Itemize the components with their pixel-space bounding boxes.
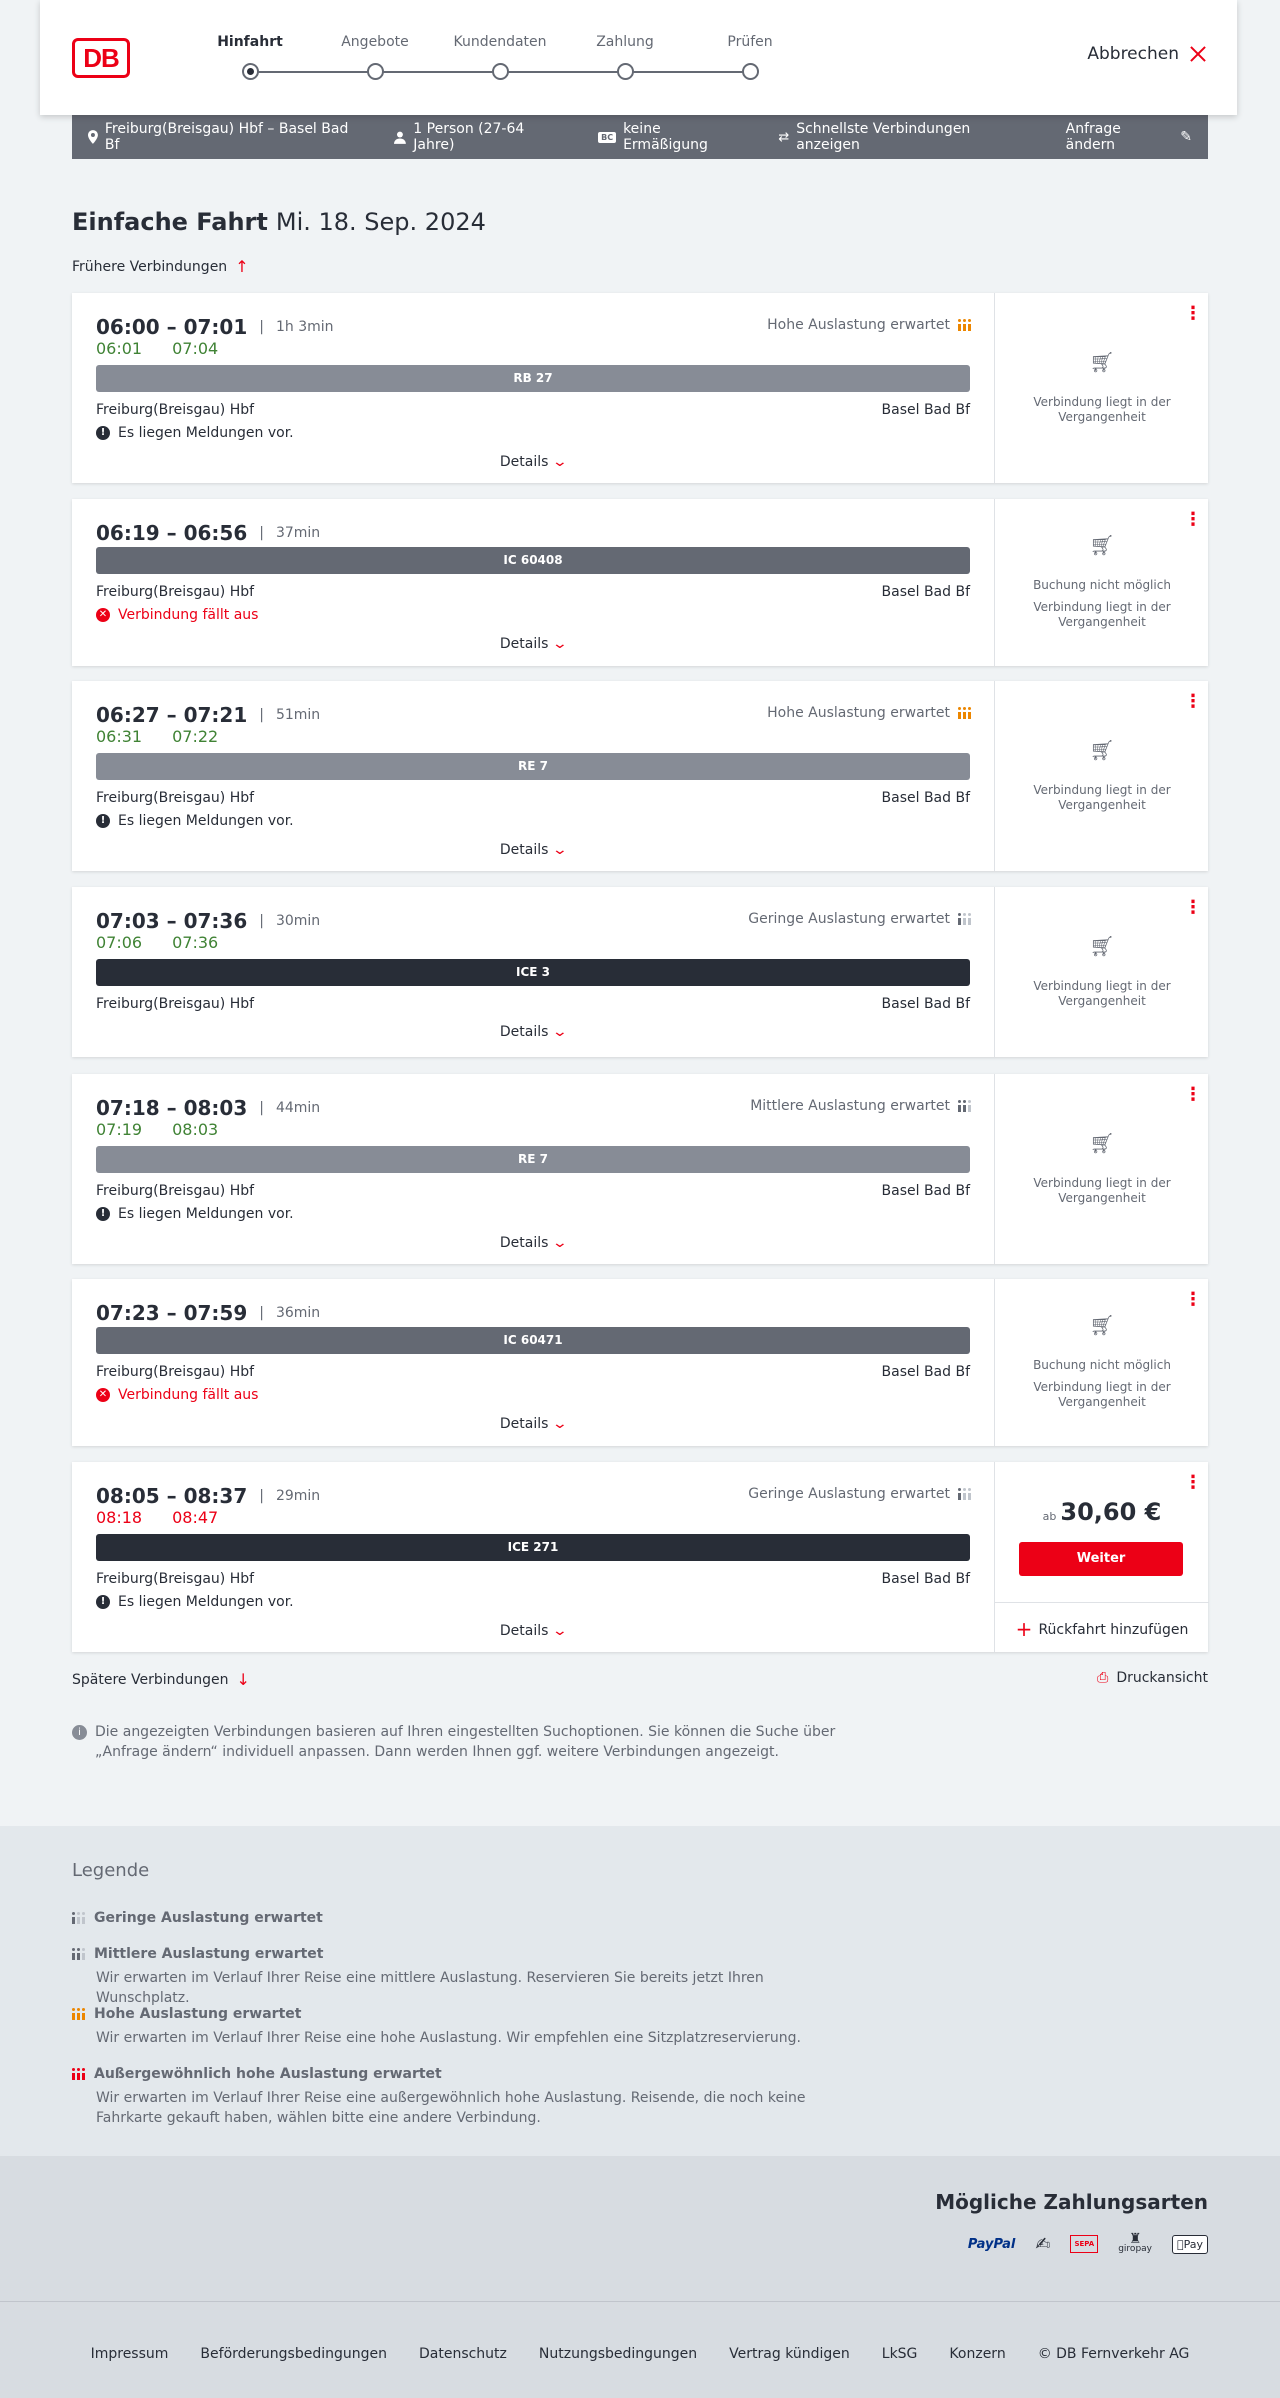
step-dot-icon: [492, 63, 509, 80]
more-options-icon[interactable]: ⋮: [1184, 1289, 1202, 1310]
step-pruefen[interactable]: [700, 30, 800, 80]
past-connection-text: Verbindung liegt in der Vergangenheit: [1033, 395, 1171, 424]
more-options-icon[interactable]: ⋮: [1184, 303, 1202, 324]
cancellation-text: Verbindung fällt aus: [118, 1387, 259, 1403]
connection-times: [96, 703, 320, 727]
earlier-label: Frühere Verbindungen: [72, 258, 228, 275]
occupancy-text: Hohe Auslastung erwartet: [767, 705, 950, 721]
bahncard-icon: BC: [598, 132, 616, 143]
connection-times: [96, 1096, 320, 1120]
more-options-icon[interactable]: ⋮: [1184, 1472, 1202, 1493]
legend-item-title: Hohe Auslastung erwartet: [94, 2006, 302, 2022]
connection-card: [72, 1279, 1208, 1446]
train-bar[interactable]: RE 7: [96, 1146, 970, 1173]
legend-item-low: [72, 1910, 852, 1926]
footer-link-datenschutz[interactable]: Datenschutz: [418, 2346, 507, 2362]
booking-unavailable-text: Buchung nicht möglich: [1033, 577, 1171, 592]
cart-unavailable-icon: 🛒︎: [1089, 934, 1115, 958]
legend-title: Legende: [72, 1860, 150, 1881]
db-logo[interactable]: DB: [72, 38, 130, 78]
connection-times: [96, 521, 320, 545]
cancel-icon: ✕: [96, 1388, 110, 1402]
duration: | 36min: [259, 1305, 320, 1321]
details-toggle[interactable]: [72, 1416, 994, 1432]
step-label: Kundendaten: [453, 34, 547, 50]
arrival-station: Basel Bad Bf: [881, 1571, 970, 1587]
arrival-station: Basel Bad Bf: [881, 402, 970, 418]
arrival-station: Basel Bad Bf: [881, 584, 970, 600]
giropay-label: giropay: [1118, 2244, 1152, 2254]
close-icon: [1189, 45, 1207, 63]
later-label: Spätere Verbindungen: [72, 1671, 229, 1688]
pencil-icon: ✎: [1180, 129, 1192, 145]
connection-times: [96, 909, 320, 933]
connection-times: [96, 1484, 320, 1508]
details-label: Details: [499, 636, 549, 652]
booking-steps: [210, 30, 773, 90]
realtime-departure: 07:19: [96, 1120, 143, 1139]
details-label: Details: [499, 1235, 549, 1251]
footer-link-konzern[interactable]: Konzern: [949, 2346, 1006, 2362]
booking-panel: [994, 681, 1208, 871]
departure-station: Freiburg(Breisgau) Hbf: [96, 584, 255, 600]
message-text: Es liegen Meldungen vor.: [118, 1594, 294, 1610]
message-text: Es liegen Meldungen vor.: [118, 1206, 294, 1222]
realtime-departure: 07:06: [96, 933, 143, 952]
info-text: Die angezeigten Verbindungen basieren auf Ihren eingestellten Suchoptionen. Sie können die Suche über „Anfrage ändern“ individuell anpassen. Dann werden Ihnen ggf. weitere Verbindungen angezeigt.: [95, 1724, 836, 1760]
step-label: Zahlung: [596, 34, 654, 50]
paypal-icon: PayPal: [967, 2236, 1016, 2252]
payment-title: Mögliche Zahlungsarten: [935, 2190, 1208, 2214]
details-label: Details: [499, 842, 549, 858]
connection-card: [72, 887, 1208, 1057]
more-options-icon[interactable]: ⋮: [1184, 509, 1202, 530]
price: [995, 1498, 1209, 1526]
trip-date: Mi. 18. Sep. 2024: [275, 208, 486, 236]
chevron-down-icon: ⌄: [552, 1416, 569, 1432]
earlier-connections-link[interactable]: [72, 257, 249, 276]
step-dot-icon: [367, 63, 384, 80]
past-connection-text: Verbindung liegt in der Vergangenheit: [1033, 599, 1171, 629]
departure-station: Freiburg(Breisgau) Hbf: [96, 1364, 255, 1380]
footer-link-lksg[interactable]: LkSG: [881, 2346, 918, 2362]
footer-link-impressum[interactable]: Impressum: [90, 2346, 169, 2362]
cancellation-notice: [96, 607, 258, 623]
occupancy-icon: [958, 319, 972, 331]
message-text: Es liegen Meldungen vor.: [118, 425, 294, 441]
passenger-summary: [394, 121, 568, 153]
occupancy-indicator: [767, 705, 972, 721]
credit-card-icon: ✍: [1035, 2233, 1051, 2255]
occupancy-icon: [958, 707, 972, 719]
legend-item-title: Mittlere Auslastung erwartet: [94, 1946, 324, 1962]
departure-station: Freiburg(Breisgau) Hbf: [96, 1571, 255, 1587]
step-label: Prüfen: [727, 34, 773, 50]
discount-summary: [598, 121, 748, 153]
realtime-times: [96, 1120, 218, 1139]
train-bar[interactable]: IC 60471: [96, 1327, 970, 1354]
train-bar[interactable]: RB 27: [96, 365, 970, 392]
giropay-icon: [1118, 2232, 1152, 2256]
occupancy-indicator: [750, 1098, 972, 1114]
cancellation-text: Verbindung fällt aus: [118, 607, 259, 623]
realtime-times: [96, 933, 218, 952]
more-options-icon[interactable]: ⋮: [1184, 897, 1202, 918]
legend-item-text: Wir erwarten im Verlauf Ihrer Reise eine außergewöhnlich hohe Auslastung. Reisende, die noch keine Fahrkarte gekauft haben, wählen bitte eine andere Verbindung.: [96, 2090, 806, 2126]
payment-icons: [968, 2232, 1208, 2256]
booking-panel: [994, 1462, 1208, 1652]
info-icon: i: [72, 1725, 87, 1740]
applepay-icon: [1172, 2232, 1208, 2256]
realtime-arrival: 07:36: [172, 933, 219, 952]
arrival-station: Basel Bad Bf: [881, 1364, 970, 1380]
alert-icon: !: [96, 814, 110, 828]
step-dot-icon: [617, 63, 634, 80]
edit-search-label: Anfrage ändern: [1065, 121, 1121, 153]
print-view-link[interactable]: [1097, 1670, 1208, 1686]
occupancy-icon: [958, 1488, 972, 1500]
cancellation-notice: [96, 1387, 258, 1403]
details-label: Details: [499, 454, 549, 470]
price-value: 30,60 €: [1060, 1498, 1162, 1526]
message-notice[interactable]: [96, 813, 294, 829]
cancel-label: Abbrechen: [1087, 44, 1179, 64]
return-trip-label: Rückfahrt hinzufügen: [1038, 1622, 1189, 1638]
legend-item-title: Außergewöhnlich hohe Auslastung erwartet: [94, 2066, 442, 2082]
duration: | 37min: [259, 525, 320, 541]
low-load-icon: [72, 1912, 86, 1924]
giropay-glyph-icon: ♜: [1128, 2231, 1142, 2247]
connection-card: [72, 681, 1208, 871]
departure-station: Freiburg(Breisgau) Hbf: [96, 1183, 255, 1199]
realtime-arrival: 07:04: [172, 339, 219, 358]
cart-unavailable-icon: 🛒︎: [1089, 1312, 1115, 1337]
discount-text: keine Ermäßigung: [623, 121, 708, 153]
booking-panel: [994, 1074, 1208, 1264]
search-option-text: Schnellste Verbindungen anzeigen: [796, 121, 971, 153]
cart-unavailable-icon: 🛒︎: [1089, 532, 1115, 557]
occupancy-icon: [958, 1100, 972, 1112]
booking-panel: [994, 293, 1208, 483]
alert-icon: !: [96, 426, 110, 440]
print-label: Druckansicht: [1116, 1670, 1208, 1686]
search-summary-bar: [72, 115, 1208, 159]
applepay-label: Pay: [1183, 2237, 1203, 2251]
occupancy-indicator: [748, 911, 972, 927]
departure-station: Freiburg(Breisgau) Hbf: [96, 402, 255, 418]
chevron-down-icon: ⌄: [552, 1623, 569, 1639]
cancel-icon: ✕: [96, 608, 110, 622]
details-label: Details: [499, 1416, 549, 1432]
connection-card: [72, 1462, 1208, 1652]
occupancy-indicator: [767, 317, 972, 333]
chevron-down-icon: ⌄: [552, 636, 569, 652]
arrival-station: Basel Bad Bf: [881, 790, 970, 806]
footer: [0, 2301, 1280, 2398]
message-notice[interactable]: [96, 1206, 294, 1222]
chevron-down-icon: ⌄: [552, 454, 569, 470]
step-kundendaten[interactable]: [450, 30, 550, 80]
connection-main[interactable]: [72, 1279, 994, 1446]
occupancy-text: Mittlere Auslastung erwartet: [750, 1098, 950, 1114]
continue-button[interactable]: Weiter: [1019, 1542, 1183, 1576]
connection-times: [96, 315, 334, 339]
realtime-arrival: 08:03: [172, 1120, 219, 1139]
train-bar[interactable]: ICE 3: [96, 959, 970, 986]
duration: | 51min: [259, 707, 320, 723]
planned-times: 07:18 – 08:03: [96, 1096, 248, 1120]
chevron-down-icon: ⌄: [552, 1024, 569, 1040]
price-prefix: ab: [1042, 1510, 1057, 1523]
search-info-note: [72, 1722, 842, 1762]
alert-icon: !: [96, 1207, 110, 1221]
step-label: Hinfahrt: [217, 34, 283, 50]
connection-main[interactable]: [72, 887, 994, 1057]
realtime-departure: 08:18: [96, 1508, 143, 1527]
details-label: Details: [499, 1623, 549, 1639]
booking-panel: [994, 1279, 1208, 1446]
realtime-times: [96, 1508, 218, 1527]
route-summary: [88, 121, 364, 153]
realtime-times: [96, 339, 218, 358]
occupancy-text: Hohe Auslastung erwartet: [767, 317, 950, 333]
message-text: Es liegen Meldungen vor.: [118, 813, 294, 829]
duration: | 44min: [259, 1100, 320, 1116]
cart-unavailable-icon: 🛒︎: [1089, 1131, 1115, 1155]
alert-icon: !: [96, 1595, 110, 1609]
details-toggle[interactable]: [72, 454, 994, 470]
footer-link-nutzungsbedingungen[interactable]: Nutzungsbedingungen: [538, 2346, 698, 2362]
occupancy-text: Geringe Auslastung erwartet: [748, 911, 950, 927]
high-load-icon: [72, 2008, 86, 2020]
extreme-load-icon: [72, 2068, 86, 2080]
train-bar[interactable]: IC 60408: [96, 547, 970, 574]
step-dot-icon: [242, 63, 259, 80]
departure-station: Freiburg(Breisgau) Hbf: [96, 996, 255, 1012]
edit-search-button[interactable]: [1066, 121, 1192, 153]
step-dot-icon: [742, 63, 759, 80]
footer-link-befoerderungsbedingungen[interactable]: Beförderungsbedingungen: [200, 2346, 387, 2362]
person-icon: [394, 131, 406, 144]
more-options-icon[interactable]: ⋮: [1184, 691, 1202, 712]
train-bar[interactable]: ICE 271: [96, 1534, 970, 1561]
swap-arrows-icon: ⇄: [778, 129, 790, 145]
planned-times: 07:23 – 07:59: [96, 1301, 248, 1325]
step-hinfahrt[interactable]: [200, 30, 300, 80]
location-pin-icon: [88, 130, 98, 144]
occupancy-text: Geringe Auslastung erwartet: [748, 1486, 950, 1502]
details-toggle[interactable]: [72, 1024, 994, 1040]
cancel-button[interactable]: [1087, 44, 1207, 64]
step-label: Angebote: [341, 34, 409, 50]
step-zahlung[interactable]: [575, 30, 675, 80]
connection-main[interactable]: [72, 499, 994, 666]
legend-section: [0, 1826, 1280, 2156]
realtime-times: [96, 727, 218, 746]
duration: | 30min: [259, 913, 320, 929]
train-bar[interactable]: RE 7: [96, 753, 970, 780]
payment-methods-section: [0, 2156, 1280, 2301]
plus-icon: +: [1015, 1617, 1033, 1641]
legend-item-text: Wir erwarten im Verlauf Ihrer Reise eine mittlere Auslastung. Reservieren Sie bereits jetzt Ihren Wunschplatz.: [96, 1970, 764, 2006]
trip-type: Einfache Fahrt: [72, 208, 268, 236]
past-connection-text: Verbindung liegt in der Vergangenheit: [1033, 783, 1171, 812]
connection-card: [72, 1074, 1208, 1264]
details-toggle[interactable]: [72, 636, 994, 652]
details-toggle[interactable]: [72, 1235, 994, 1251]
footer-link-vertrag-kuendigen[interactable]: Vertrag kündigen: [729, 2346, 850, 2362]
details-toggle[interactable]: [72, 842, 994, 858]
connection-main[interactable]: [72, 1462, 994, 1652]
realtime-departure: 06:01: [96, 339, 143, 358]
arrival-station: Basel Bad Bf: [881, 1183, 970, 1199]
past-connection-text: Verbindung liegt in der Vergangenheit: [1033, 979, 1171, 1008]
legend-item-medium: [72, 1946, 852, 2008]
chevron-down-icon: ⌄: [552, 842, 569, 858]
occupancy-indicator: [748, 1486, 972, 1502]
message-notice[interactable]: [96, 1594, 294, 1610]
step-angebote[interactable]: [325, 30, 425, 80]
arrival-station: Basel Bad Bf: [881, 996, 970, 1012]
booking-unavailable-text: Buchung nicht möglich: [1033, 1357, 1171, 1372]
legend-item-title: Geringe Auslastung erwartet: [94, 1910, 323, 1926]
connection-main[interactable]: [72, 293, 994, 483]
footer-links: [0, 2346, 1280, 2362]
page-title: [72, 208, 486, 236]
planned-times: 06:19 – 06:56: [96, 521, 248, 545]
connection-card: [72, 499, 1208, 666]
connection-card: [72, 293, 1208, 483]
duration: | 29min: [259, 1488, 320, 1504]
add-return-trip-button[interactable]: [995, 1602, 1209, 1641]
message-notice[interactable]: [96, 425, 294, 441]
realtime-arrival: 07:22: [172, 727, 219, 746]
planned-times: 07:03 – 07:36: [96, 909, 248, 933]
connection-times: [96, 1301, 320, 1325]
arrow-down-icon: ↓: [236, 1670, 250, 1689]
arrow-up-icon: ↑: [235, 257, 249, 276]
booking-panel: [994, 499, 1208, 666]
search-option-summary: [778, 121, 1035, 153]
details-toggle[interactable]: [72, 1623, 994, 1639]
more-options-icon[interactable]: ⋮: [1184, 1084, 1202, 1105]
connection-main[interactable]: [72, 1074, 994, 1264]
medium-load-icon: [72, 1948, 86, 1960]
route-text: Freiburg(Breisgau) Hbf – Basel Bad Bf: [104, 121, 349, 153]
cart-unavailable-icon: 🛒︎: [1089, 350, 1115, 374]
planned-times: 06:00 – 07:01: [96, 315, 248, 339]
booking-panel: [994, 887, 1208, 1057]
duration: | 1h 3min: [259, 319, 333, 335]
planned-times: 08:05 – 08:37: [96, 1484, 248, 1508]
details-label: Details: [499, 1024, 549, 1040]
cart-unavailable-icon: 🛒︎: [1089, 738, 1115, 762]
planned-times: 06:27 – 07:21: [96, 703, 248, 727]
past-connection-text: Verbindung liegt in der Vergangenheit: [1033, 1176, 1171, 1205]
connection-main[interactable]: [72, 681, 994, 871]
departure-station: Freiburg(Breisgau) Hbf: [96, 790, 255, 806]
later-connections-link[interactable]: [72, 1670, 250, 1689]
legend-item-high: [72, 2006, 852, 2048]
legend-item-extreme: [72, 2066, 852, 2128]
legend-item-text: Wir erwarten im Verlauf Ihrer Reise eine hohe Auslastung. Wir empfehlen eine Sitzplatzreservierung.: [96, 2030, 801, 2046]
passengers-text: 1 Person (27-64 Jahre): [413, 121, 525, 153]
applepay-badge: [1172, 2235, 1208, 2254]
footer-copyright: © DB Fernverkehr AG: [1037, 2346, 1190, 2362]
sepa-label: SEPA: [1070, 2235, 1098, 2253]
realtime-arrival: 08:47: [172, 1508, 219, 1527]
progress-header: [40, 0, 1237, 115]
printer-icon: ⎙: [1097, 1670, 1109, 1686]
past-connection-text: Verbindung liegt in der Vergangenheit: [1033, 1379, 1171, 1409]
sepa-icon: [1070, 2232, 1098, 2256]
chevron-down-icon: ⌄: [552, 1235, 569, 1251]
occupancy-icon: [958, 913, 972, 925]
realtime-departure: 06:31: [96, 727, 143, 746]
